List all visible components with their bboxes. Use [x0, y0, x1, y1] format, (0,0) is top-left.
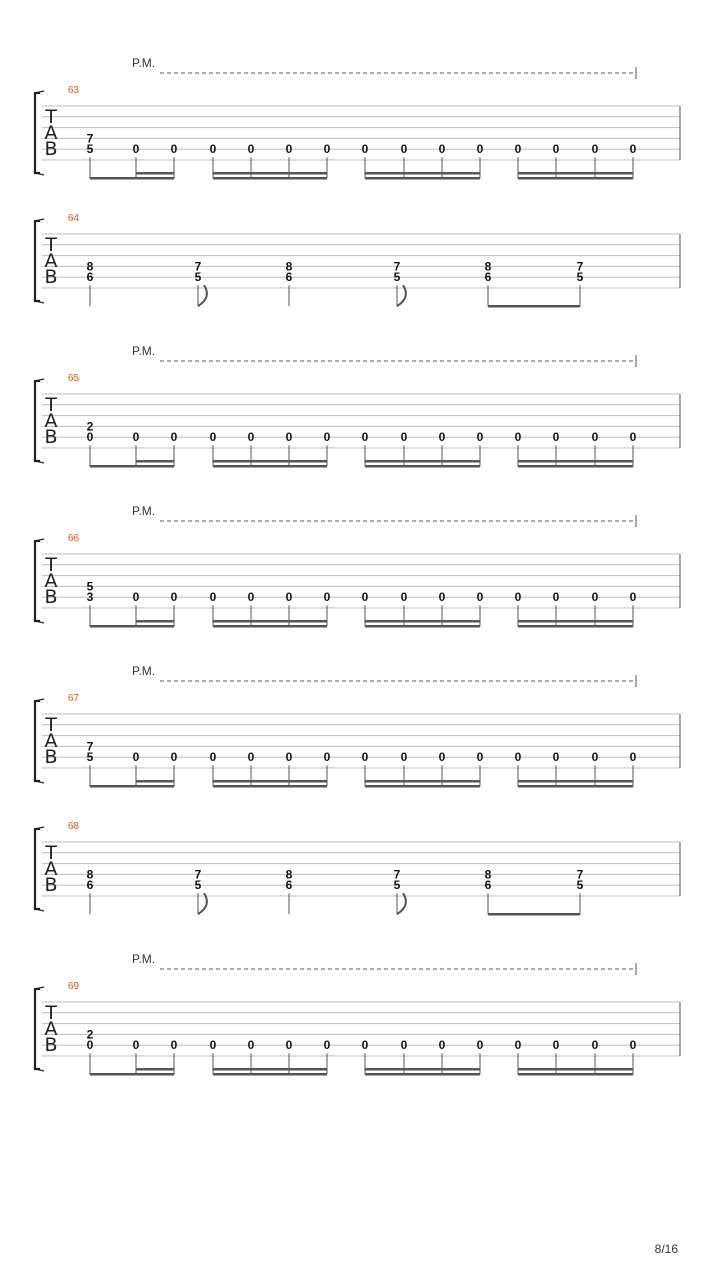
tab-clef-letter-t: T	[45, 714, 57, 736]
fret-number: 0	[285, 430, 293, 445]
tab-clef-letter-a: A	[44, 570, 58, 592]
tab-clef-letter-b: B	[44, 138, 58, 160]
tab-system-65	[35, 344, 680, 466]
tab-clef-letter-b: B	[44, 746, 58, 768]
fret-number: 6	[285, 270, 293, 285]
fret-number: 0	[591, 142, 599, 157]
fret-number: 0	[170, 590, 178, 605]
fret-number: 2	[86, 419, 94, 434]
tab-system-68	[35, 821, 680, 914]
tab-clef-letter-a: A	[44, 730, 58, 752]
fret-number: 5	[86, 579, 94, 594]
fret-number: 0	[361, 430, 369, 445]
tab-system-64	[35, 213, 680, 306]
fret-number: 0	[170, 750, 178, 765]
fret-number: 0	[209, 750, 217, 765]
fret-number: 0	[86, 430, 94, 445]
fret-number: 0	[629, 590, 637, 605]
fret-number: 6	[484, 270, 492, 285]
fret-number: 0	[591, 1038, 599, 1053]
tab-clef-letter-a: A	[44, 122, 58, 144]
fret-number: 0	[323, 750, 331, 765]
fret-number: 0	[514, 430, 522, 445]
fret-number: 0	[209, 590, 217, 605]
fret-number: 5	[86, 750, 94, 765]
fret-number: 0	[629, 1038, 637, 1053]
fret-number: 0	[438, 430, 446, 445]
fret-number: 0	[438, 1038, 446, 1053]
fret-number: 7	[86, 739, 94, 754]
fret-number: 0	[247, 430, 255, 445]
fret-number: 2	[86, 1027, 94, 1042]
fret-number: 0	[361, 142, 369, 157]
fret-number: 0	[132, 1038, 140, 1053]
fret-number: 7	[393, 259, 401, 274]
fret-number: 0	[132, 142, 140, 157]
fret-number: 0	[361, 750, 369, 765]
fret-number: 7	[194, 259, 202, 274]
system-bracket	[35, 221, 40, 301]
fret-number: 3	[86, 590, 94, 605]
fret-number: 0	[361, 1038, 369, 1053]
fret-number: 7	[86, 131, 94, 146]
tab-clef-letter-t: T	[45, 394, 57, 416]
palm-mute-label: P.M.	[132, 56, 156, 70]
fret-number: 0	[552, 590, 560, 605]
fret-number: 0	[247, 142, 255, 157]
tab-clef-letter-a: A	[44, 858, 58, 880]
tab-clef-letter-a: A	[44, 410, 58, 432]
measure-number: 68	[68, 821, 80, 832]
fret-number: 8	[86, 259, 94, 274]
fret-number: 0	[285, 142, 293, 157]
fret-number: 8	[285, 259, 293, 274]
tab-system-63	[35, 56, 680, 178]
tab-clef-letter-b: B	[44, 874, 58, 896]
fret-number: 0	[438, 142, 446, 157]
fret-number: 0	[514, 1038, 522, 1053]
fret-number: 0	[514, 142, 522, 157]
tab-system-67	[35, 664, 680, 786]
fret-number: 0	[285, 750, 293, 765]
system-bracket	[35, 541, 40, 621]
tab-clef-letter-b: B	[44, 426, 58, 448]
fret-number: 0	[209, 142, 217, 157]
palm-mute-label: P.M.	[132, 664, 156, 678]
fret-number: 0	[400, 430, 408, 445]
palm-mute-label: P.M.	[132, 952, 156, 966]
system-bracket	[35, 381, 40, 461]
tab-system-66	[35, 504, 680, 626]
fret-number: 6	[86, 878, 94, 893]
fret-number: 0	[400, 590, 408, 605]
fret-number: 0	[170, 1038, 178, 1053]
fret-number: 0	[247, 750, 255, 765]
fret-number: 8	[484, 259, 492, 274]
fret-number: 0	[514, 590, 522, 605]
fret-number: 0	[285, 590, 293, 605]
fret-number: 0	[323, 590, 331, 605]
fret-number: 0	[552, 430, 560, 445]
fret-number: 7	[576, 867, 584, 882]
tab-clef-letter-t: T	[45, 234, 57, 256]
fret-number: 7	[393, 867, 401, 882]
fret-number: 0	[209, 1038, 217, 1053]
measure-number: 65	[68, 373, 80, 384]
palm-mute-label: P.M.	[132, 344, 156, 358]
fret-number: 0	[552, 750, 560, 765]
fret-number: 0	[476, 430, 484, 445]
fret-number: 0	[285, 1038, 293, 1053]
tab-clef-letter-b: B	[44, 1034, 58, 1056]
tab-clef-letter-b: B	[44, 586, 58, 608]
fret-number: 0	[591, 590, 599, 605]
fret-number: 0	[323, 1038, 331, 1053]
fret-number: 0	[400, 750, 408, 765]
tab-clef-letter-t: T	[45, 554, 57, 576]
fret-number: 0	[247, 590, 255, 605]
tab-clef-letter-a: A	[44, 1018, 58, 1040]
fret-number: 0	[132, 750, 140, 765]
fret-number: 5	[576, 878, 584, 893]
fret-number: 0	[170, 430, 178, 445]
fret-number: 0	[629, 142, 637, 157]
fret-number: 8	[86, 867, 94, 882]
fret-number: 5	[393, 270, 401, 285]
fret-number: 8	[285, 867, 293, 882]
fret-number: 5	[194, 878, 202, 893]
fret-number: 6	[285, 878, 293, 893]
fret-number: 0	[361, 590, 369, 605]
fret-number: 5	[393, 878, 401, 893]
tab-clef-letter-a: A	[44, 250, 58, 272]
palm-mute-label: P.M.	[132, 504, 156, 518]
system-bracket	[35, 701, 40, 781]
fret-number: 0	[476, 750, 484, 765]
fret-number: 0	[552, 142, 560, 157]
fret-number: 0	[400, 1038, 408, 1053]
fret-number: 0	[247, 1038, 255, 1053]
fret-number: 5	[86, 142, 94, 157]
fret-number: 0	[629, 750, 637, 765]
fret-number: 5	[576, 270, 584, 285]
fret-number: 6	[86, 270, 94, 285]
fret-number: 0	[591, 430, 599, 445]
system-bracket	[35, 93, 40, 173]
system-bracket	[35, 829, 40, 909]
fret-number: 0	[170, 142, 178, 157]
measure-number: 63	[68, 85, 80, 96]
tab-clef-letter-b: B	[44, 266, 58, 288]
tab-clef-letter-t: T	[45, 1002, 57, 1024]
fret-number: 0	[323, 142, 331, 157]
fret-number: 0	[209, 430, 217, 445]
fret-number: 0	[400, 142, 408, 157]
fret-number: 0	[476, 142, 484, 157]
measure-number: 64	[68, 213, 80, 224]
fret-number: 6	[484, 878, 492, 893]
fret-number: 0	[323, 430, 331, 445]
fret-number: 7	[576, 259, 584, 274]
fret-number: 0	[438, 750, 446, 765]
fret-number: 5	[194, 270, 202, 285]
fret-number: 0	[132, 590, 140, 605]
measure-number: 67	[68, 693, 80, 704]
fret-number: 0	[132, 430, 140, 445]
fret-number: 8	[484, 867, 492, 882]
fret-number: 0	[86, 1038, 94, 1053]
page-number: 8/16	[654, 1242, 678, 1256]
fret-number: 0	[591, 750, 599, 765]
fret-number: 7	[194, 867, 202, 882]
fret-number: 0	[629, 430, 637, 445]
tab-clef-letter-t: T	[45, 842, 57, 864]
system-bracket	[35, 989, 40, 1069]
fret-number: 0	[438, 590, 446, 605]
fret-number: 0	[476, 1038, 484, 1053]
fret-number: 0	[514, 750, 522, 765]
measure-number: 69	[68, 981, 80, 992]
fret-number: 0	[552, 1038, 560, 1053]
tab-system-69	[35, 952, 680, 1074]
measure-number: 66	[68, 533, 80, 544]
fret-number: 0	[476, 590, 484, 605]
tab-clef-letter-t: T	[45, 106, 57, 128]
